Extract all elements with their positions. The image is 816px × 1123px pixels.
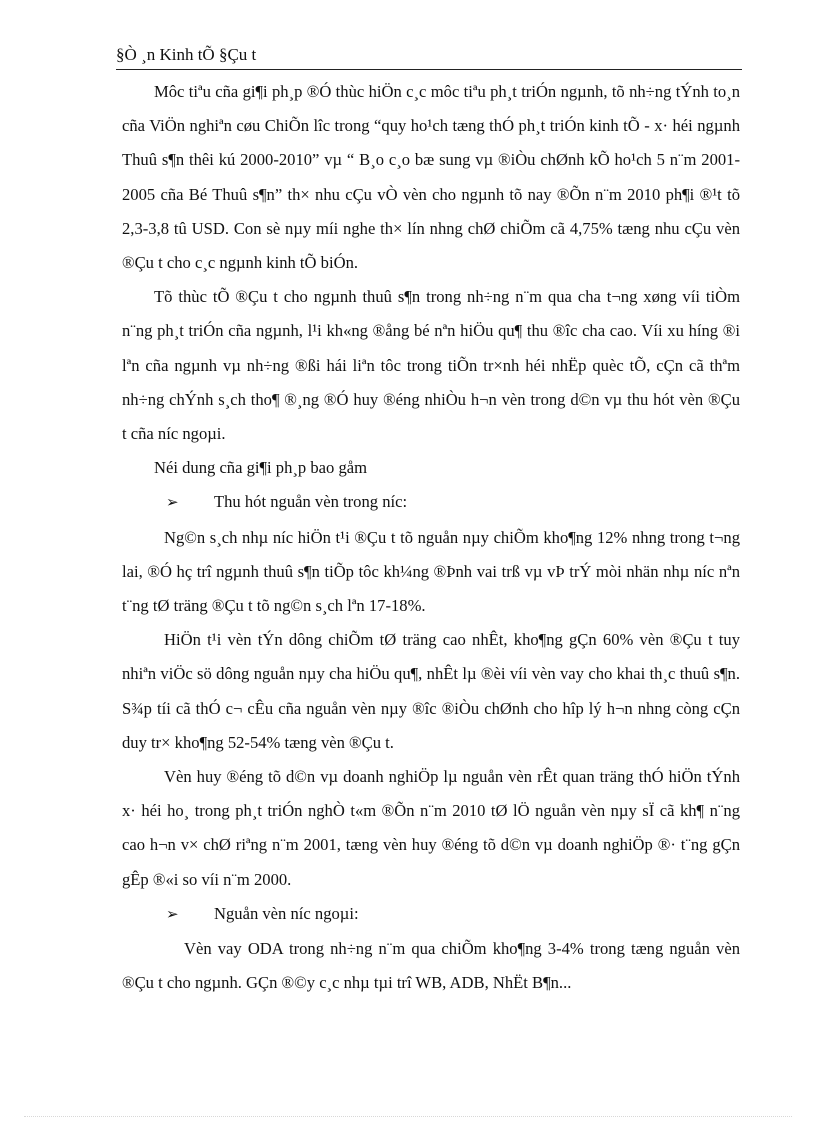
paragraph-credit-capital: HiÖn t¹i vèn tÝn dông chiÕm tØ träng cao nhÊt, kho¶ng gÇn 60% vèn ®Çu t tuy nhiªn viÖc sö dông nguån nµy cha hiÖu qu¶, nhÊt lµ ®èi víi vèn vay cho khai th¸c thuû s¶n. S¾p tíi cã thÓ c¬ cÊu cña nguån vèn nµy ®îc ®iÒu chØnh cho hîp lý h¬n nhng còng cÇn duy tr× kho¶ng 52-54% tæng vèn ®Çu t. [122, 630, 740, 752]
bullet-domestic-capital [122, 485, 740, 520]
arrow-right-icon: ➢ [166, 495, 179, 512]
paragraph-state-budget: Ng©n s¸ch nhµ níc hiÖn t¹i ®Çu t tõ nguån nµy chiÕm kho¶ng 12% nhng trong t¬ng lai, ®Ó hç trî ngµnh thuû s¶n tiÕp tôc kh¼ng ®Þnh vai trß vµ vÞ trÝ mòi nhän nhµ níc nªn t¨ng tØ träng ®Çu t tõ ng©n s¸ch lªn 17-18%. [122, 527, 740, 616]
bullet-foreign-capital [122, 897, 740, 932]
paragraph-solution-content: Néi dung cña gi¶i ph¸p bao gåm [154, 458, 368, 478]
paragraph-investment-reality: Tõ thùc tÕ ®Çu t cho ngµnh thuû s¶n trong nh÷ng n¨m qua cha t¬ng xøng víi tiÒm n¨ng ph¸t triÓn cña ngµnh, l¹i kh«ng ®ång bé nªn hiÖu qu¶ thu ®îc cha cao. Víi xu híng ®i lªn cña ngµnh vµ nh÷ng ®ßi hái liªn tôc trong tiÕn tr×nh héi nhËp quèc tÕ, cÇn cã thªm nh÷ng chÝnh s¸ch tho¶ ®¸ng ®Ó huy ®éng nhiÒu h¬n vèn trong d©n vµ thu hót vèn ®Çu t cña níc ngoµi. [122, 287, 740, 444]
document-body [122, 75, 740, 1000]
bullet-domestic-label: Thu hót nguån vèn trong níc: [214, 492, 408, 512]
footer-divider [24, 1116, 792, 1117]
paragraph-oda: Vèn vay ODA trong nh÷ng n¨m qua chiÕm kho¶ng 3-4% trong tæng nguån vèn ®Çu t cho ngµnh. GÇn ®©y c¸c nhµ tµi trî WB, ADB, NhËt B¶n... [122, 939, 740, 993]
paragraph-goal: Môc tiªu cña gi¶i ph¸p ®Ó thùc hiÖn c¸c môc tiªu ph¸t triÓn ngµnh, tõ nh÷ng tÝnh to¸n cña ViÖn nghiªn cøu ChiÕn lîc trong “quy ho¹ch tæng thÓ ph¸t triÓn kinh tÕ - x· héi ngµnh Thuû s¶n thêi kú 2000-2010” vµ “ B¸o c¸o bæ sung vµ ®iÒu chØnh kÕ ho¹ch 5 n¨m 2001-2005 cña Bé Thuû s¶n” th× nhu cÇu vÒ vèn cho ngµnh tõ nay ®Õn n¨m 2010 ph¶i ®¹t tõ 2,3-3,8 tû USD. Con sè nµy míi nghe th× lín nhng chØ chiÕm cã 4,75% tæng nhu cÇu vèn ®Çu t cho c¸c ngµnh kinh tÕ biÓn. [122, 82, 740, 273]
paragraph-mobilized-capital: Vèn huy ®éng tõ d©n vµ doanh nghiÖp lµ nguån vèn rÊt quan träng thÓ hiÖn tÝnh x· héi ho¸ trong ph¸t triÓn nghÒ t«m ®Õn n¨m 2010 tØ lÖ nguån vèn nµy sÏ cã kh¶ n¨ng cao h¬n v× chØ riªng n¨m 2001, tæng vèn huy ®éng tõ d©n vµ doanh nghiÖp ®· t¨ng gÇn gÊp ®«i so víi n¨m 2000. [122, 767, 740, 889]
bullet-foreign-label: Nguån vèn níc ngoµi: [214, 903, 359, 923]
page-header: §Ò ¸n Kinh tÕ §Çu t [116, 44, 742, 70]
arrow-right-icon: ➢ [166, 906, 179, 923]
